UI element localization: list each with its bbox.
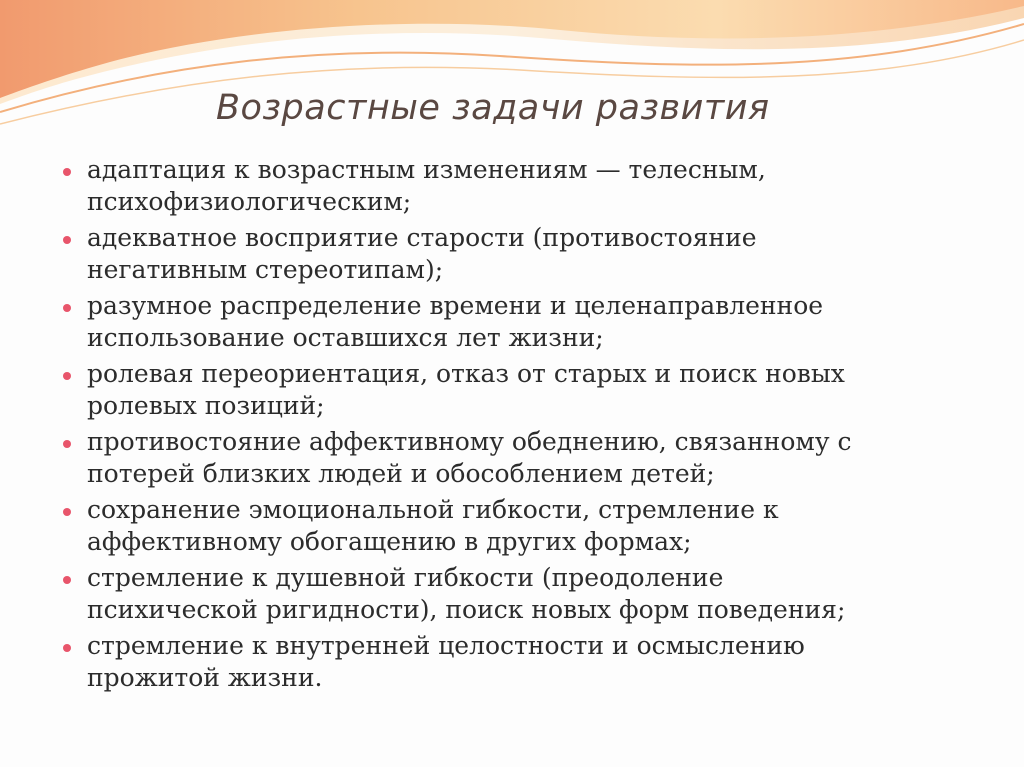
bullet-icon bbox=[63, 372, 71, 380]
bullet-icon bbox=[63, 236, 71, 244]
wave-front bbox=[0, 0, 1024, 98]
bullet-icon bbox=[63, 508, 71, 516]
list-item-text: противостояние аффективному обеднению, связанному с потерей близких людей и обособлением детей; bbox=[87, 427, 852, 488]
list-item bbox=[60, 154, 960, 218]
list-item-text: стремление к душевной гибкости (преодоление психической ригидности), поиск новых форм поведения; bbox=[87, 563, 846, 624]
bullet-icon bbox=[63, 304, 71, 312]
list-item bbox=[60, 630, 960, 694]
list-item bbox=[60, 562, 960, 626]
list-item bbox=[60, 222, 960, 286]
list-item-text: адекватное восприятие старости (противостояние негативным стереотипам); bbox=[87, 223, 757, 284]
list-item-text: сохранение эмоциональной гибкости, стремление к аффективному обогащению в других формах; bbox=[87, 495, 779, 556]
list-item bbox=[60, 290, 960, 354]
bullet-list bbox=[60, 154, 960, 698]
list-item-text: ролевая переориентация, отказ от старых и поиск новых ролевых позиций; bbox=[87, 359, 845, 420]
list-item-text: адаптация к возрастным изменениям — телесным, психофизиологическим; bbox=[87, 155, 766, 216]
bullet-icon bbox=[63, 168, 71, 176]
bullet-icon bbox=[63, 576, 71, 584]
bullet-icon bbox=[63, 440, 71, 448]
list-item bbox=[60, 358, 960, 422]
list-item-text: стремление к внутренней целостности и осмыслению прожитой жизни. bbox=[87, 631, 805, 692]
slide-title: Возрастные задачи развития bbox=[216, 88, 770, 128]
list-item-text: разумное распределение времени и целенаправленное использование оставшихся лет жизни; bbox=[87, 291, 824, 352]
list-item bbox=[60, 494, 960, 558]
list-item bbox=[60, 426, 960, 490]
bullet-icon bbox=[63, 644, 71, 652]
